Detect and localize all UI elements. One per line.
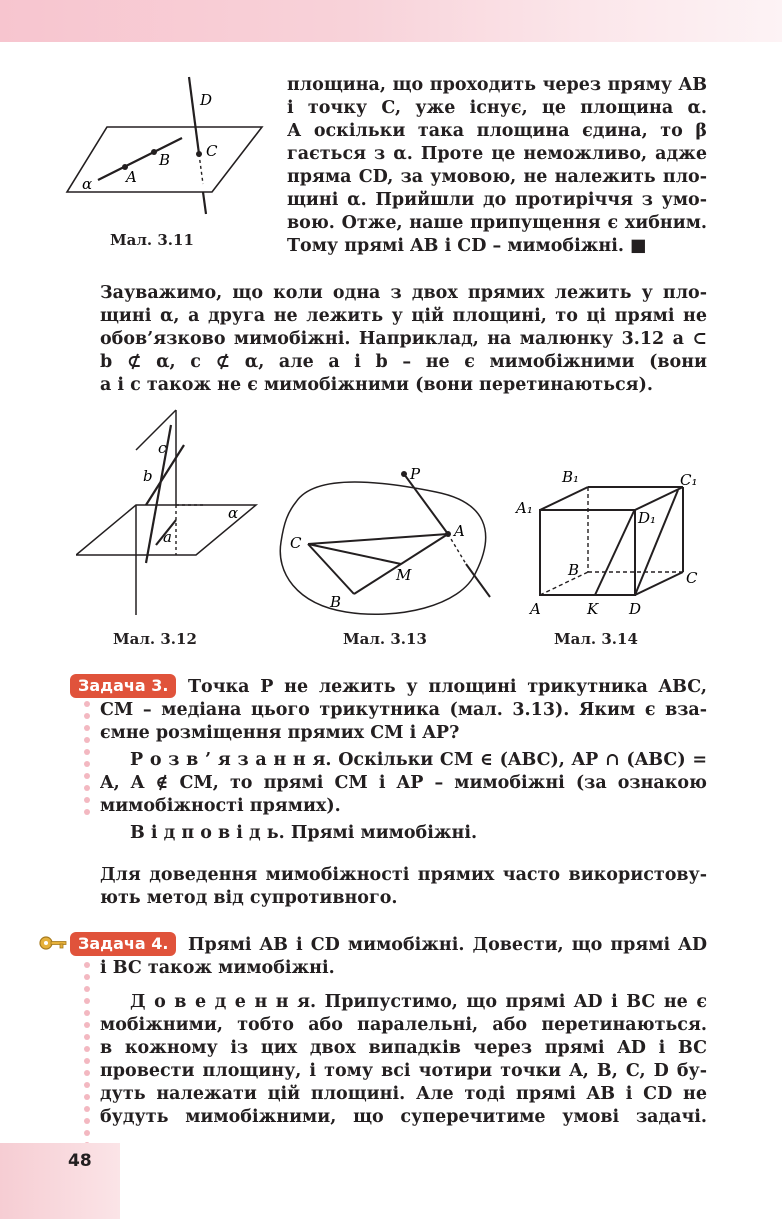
fig313-label-c: C — [290, 534, 302, 552]
task3-solution — [100, 749, 707, 818]
text-line: і точку C, уже існує, це площина α. — [287, 98, 707, 118]
task3-answer — [130, 822, 690, 845]
text-line: вою. Отже, наше припущення є хибним. — [287, 213, 707, 233]
text-line: CM – медіана цього трикутника (мал. 3.13). Яким є вза- — [100, 700, 707, 720]
fig314-label-d1: D₁ — [638, 509, 657, 527]
fig313-caption: Мал. 3.13 — [343, 630, 427, 648]
fig313-label-b: B — [330, 593, 342, 611]
text-line: Точка P не лежить у площині трикутника ABC, — [188, 677, 707, 697]
text-line: Р о з в ’ я з а н н я. Оскільки CM ∈ (ABC), AP ∩ (ABC) = — [130, 750, 707, 770]
text-line: щині α. Прийшли до протиріччя з умо- — [287, 190, 707, 210]
fig311-label-a: A — [126, 168, 137, 186]
fig314-caption: Мал. 3.14 — [554, 630, 638, 648]
fig313-label-m: M — [396, 566, 412, 584]
task4-statement — [100, 957, 707, 980]
task4-dots — [84, 962, 90, 1154]
task3-statement-first — [188, 676, 707, 699]
fig312-label-alpha: α — [228, 504, 239, 522]
task3-statement — [100, 699, 707, 745]
task4-statement-first — [188, 934, 707, 957]
text-line: А оскільки така площина єдина, то β — [287, 121, 707, 141]
fig314-label-b: B — [568, 561, 580, 579]
text-line: гається з α. Проте це неможливо, адже — [287, 144, 707, 164]
text-line: провести площину, і тому всі чотири точки A, B, C, D бу- — [100, 1061, 707, 1081]
text-line: мобіжними, тобто або паралельні, або перетинаються. — [100, 1015, 707, 1035]
text-line: обов’язково мимобіжні. Наприклад, на малюнку 3.12 a ⊂ — [100, 329, 707, 349]
fig311-caption: Мал. 3.11 — [110, 231, 194, 249]
text-line: ємне розміщення прямих CM і AP? — [100, 723, 460, 743]
text-line: Прямі AB і CD мимобіжні. Довести, що прямі AD — [188, 935, 707, 955]
figure-3-11 — [62, 72, 272, 222]
text-line: A, A ∉ CM, то прямі CM і AP – мимобіжні (за ознакою — [100, 773, 707, 793]
task4-proof — [100, 991, 707, 1129]
fig314-label-a1: A₁ — [516, 499, 533, 517]
fig311-label-d: D — [200, 91, 213, 109]
fig314-label-a: A — [530, 600, 541, 618]
task3-badge: Задача 3. — [70, 674, 176, 698]
fig312-label-c: c — [158, 439, 167, 457]
text-line: a і c також не є мимобіжними (вони перетинаються). — [100, 375, 653, 395]
figure-3-14 — [510, 460, 710, 620]
fig312-caption: Мал. 3.12 — [113, 630, 197, 648]
text-line: пряма CD, за умовою, не належить пло- — [287, 167, 707, 187]
page-number: 48 — [68, 1151, 92, 1171]
fig313-label-p: P — [410, 465, 421, 483]
fig314-label-k: K — [587, 600, 599, 618]
text-line: щині α, а друга не лежить у цій площині, то ці прямі не — [100, 306, 707, 326]
fig311-label-c: C — [206, 142, 218, 160]
text-line: b ⊄ α, c ⊄ α, але a і b – не є мимобіжними (вони — [100, 352, 707, 372]
fig312-label-a: a — [163, 528, 172, 546]
page-header-band — [0, 0, 782, 42]
task4-badge: Задача 4. — [70, 932, 176, 956]
figure-3-13 — [276, 462, 501, 622]
fig314-label-b1: B₁ — [562, 468, 580, 486]
fig311-label-alpha: α — [82, 175, 93, 193]
note-paragraph — [100, 282, 707, 397]
text-line: Д о в е д е н н я. Припустимо, що прямі AD і BC не є — [130, 992, 707, 1012]
task3-dots — [84, 701, 90, 821]
fig314-label-c: C — [686, 569, 698, 587]
text-line: В і д п о в і д ь. Прямі мимобіжні. — [130, 823, 478, 843]
text-line: і BC також мимобіжні. — [100, 958, 335, 978]
fig312-label-b: b — [143, 467, 153, 485]
key-icon — [38, 934, 68, 954]
fig313-label-a: A — [454, 522, 465, 540]
text-line: Тому прямі AB і CD – мимобіжні. ■ — [287, 236, 647, 256]
fig311-label-b: B — [159, 151, 171, 169]
text-line: будуть мимобіжними, що суперечитиме умові задачі. — [100, 1107, 707, 1127]
fig314-label-d: D — [629, 600, 642, 618]
text-line: мимобіжності прямих). — [100, 796, 341, 816]
text-line: в кожному із цих двох випадків через прямі AD і BC — [100, 1038, 707, 1058]
text-line: площина, що проходить через пряму AB — [287, 75, 707, 95]
text-line: ють метод від супротивного. — [100, 888, 398, 908]
page-number-band — [0, 1143, 120, 1219]
top-paragraph — [287, 74, 707, 258]
text-line: дуть належати цій площині. Але тоді прямі AB і CD не — [100, 1084, 707, 1104]
text-line: Зауважимо, що коли одна з двох прямих лежить у пло- — [100, 283, 707, 303]
text-line: Для доведення мимобіжності прямих часто використову- — [100, 865, 707, 885]
figure-3-12 — [76, 405, 276, 620]
fig314-label-c1: C₁ — [680, 471, 698, 489]
method-paragraph — [100, 864, 707, 910]
